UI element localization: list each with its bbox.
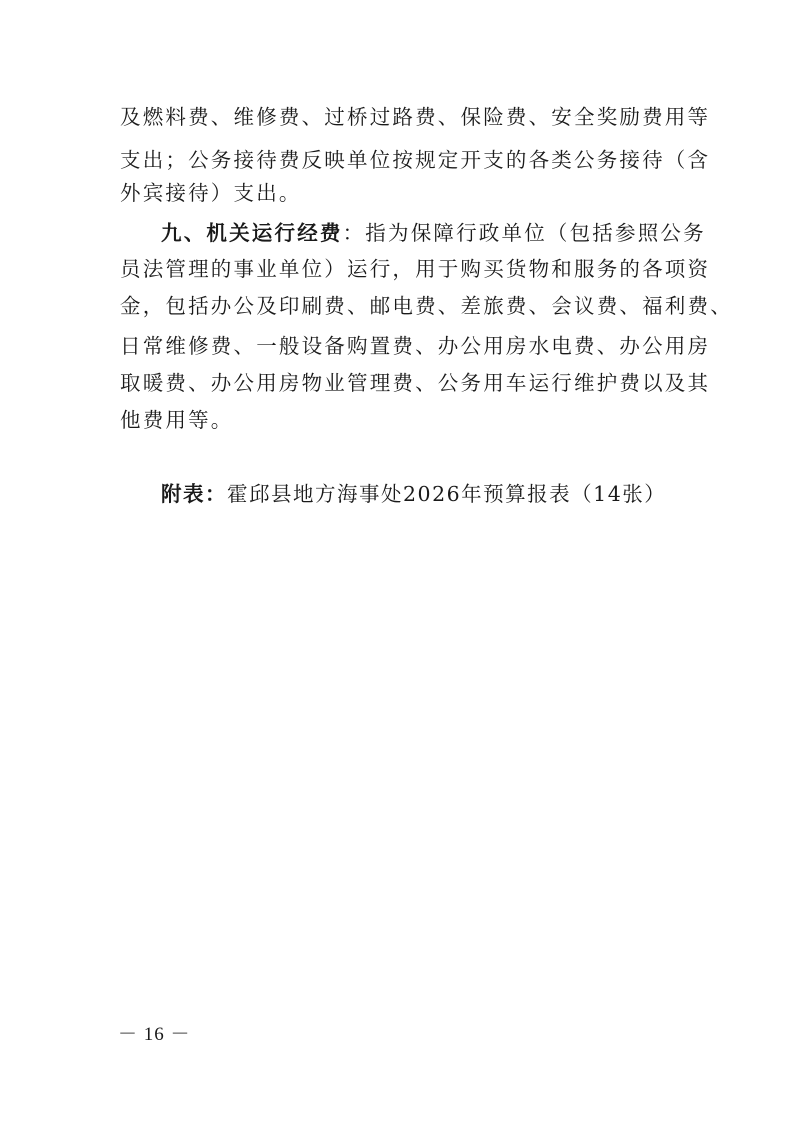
paragraph2-line-5: 取暖费、办公用房物业管理费、公务用车运行维护费以及其 xyxy=(120,371,711,395)
paragraph2-line-3: 金，包括办公及印刷费、邮电费、差旅费、会议费、福利费、 xyxy=(120,294,733,318)
paragraph1-line-2: 支出；公务接待费反映单位按规定开支的各类公务接待（含 xyxy=(120,148,711,172)
paragraph1-line-1: 及燃料费、维修费、过桥过路费、保险费、安全奖励费用等 xyxy=(120,105,711,129)
appendix-label: 附表： xyxy=(161,482,227,506)
appendix-text: 霍邱县地方海事处2026年预算报表（14张） xyxy=(227,482,667,506)
paragraph2-line-2: 员法管理的事业单位）运行，用于购买货物和服务的各项资 xyxy=(120,257,711,281)
paragraph2-first-line xyxy=(161,221,706,245)
paragraph2-line-6: 他费用等。 xyxy=(120,408,234,432)
section-heading: 九、机关运行经费 xyxy=(161,221,343,245)
section-heading-rest: ：指为保障行政单位（包括参照公务 xyxy=(342,221,706,245)
paragraph1-line-3: 外宾接待）支出。 xyxy=(120,181,302,205)
appendix-line xyxy=(161,484,681,505)
page-number: － 16 － xyxy=(118,1024,191,1045)
paragraph2-line-4: 日常维修费、一般设备购置费、办公用房水电费、办公用房 xyxy=(120,334,711,358)
